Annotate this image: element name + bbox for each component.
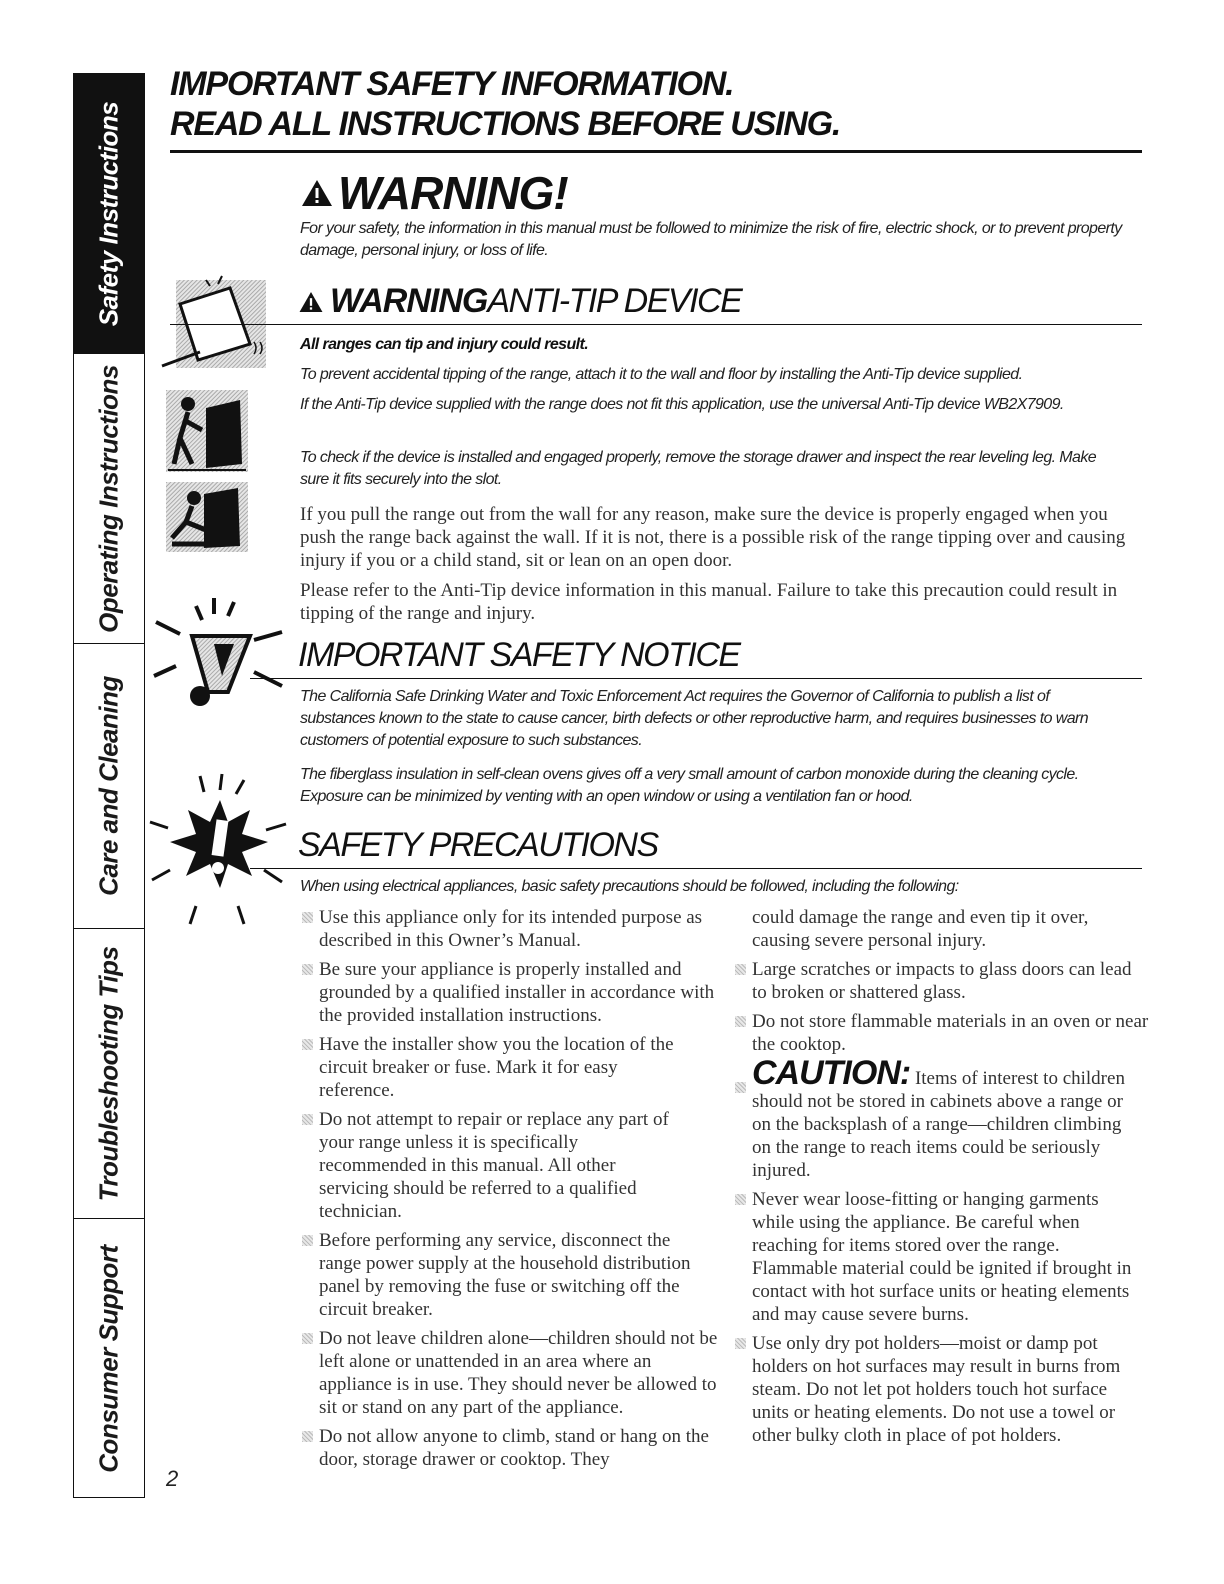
exclamation-caution-illustration [150, 590, 290, 720]
warning-triangle-icon [298, 290, 324, 314]
tab-troubleshooting-tips[interactable] [74, 929, 144, 1219]
list-item: Large scratches or impacts to glass doors can lead to broken or shattered glass. [733, 958, 1142, 1004]
list-item-continuation: could damage the range and even tip it over, causing severe personal injury. [752, 907, 1089, 951]
anti-tip-title-bold: WARNING [330, 282, 488, 320]
list-item: Before performing any service, disconnect the range power supply at the household distribution panel by removing the fuse or switching off the circuit breaker. [300, 1229, 699, 1321]
bullet-square-icon [302, 1333, 313, 1344]
tab-label: Care and Cleaning [93, 676, 124, 896]
tab-operating-instructions[interactable] [74, 354, 144, 644]
anti-tip-bold-line: All ranges can tip and injury could result. [300, 336, 589, 353]
caution-label: CAUTION: [752, 1054, 911, 1092]
warning-title: WARNING! [338, 167, 568, 219]
tab-label: Troubleshooting Tips [93, 946, 124, 1201]
notice-para-1: The California Safe Drinking Water and Toxic Enforcement Act requires the Governor of California to publish a list of substances known to the state to cause cancer, birth defects or other reproductive harm, and requires businesses to warn customers of potential exposure to such substances. [300, 688, 1089, 749]
list-item: Do not attempt to repair or replace any part of your range unless it is specifically recommended in this manual. All other servicing should be referred to a qualified technician. [300, 1108, 689, 1223]
tab-safety-instructions[interactable] [74, 74, 144, 354]
anti-tip-para-5: Please refer to the Anti-Tip device information in this manual. Failure to take this precaution could result in tipping of the range and injury. [300, 580, 1118, 624]
precautions-intro: When using electrical appliances, basic safety precautions should be followed, including the following: [300, 878, 959, 895]
page-number: 2 [166, 1466, 179, 1491]
bullet-square-icon [302, 912, 313, 923]
list-item: Be sure your appliance is properly installed and grounded by a qualified installer in accordance with the provided installation instructions. [300, 958, 720, 1027]
notice-rule [250, 678, 1142, 679]
warning-text: For your safety, the information in this manual must be followed to minimize the risk of fire, electric shock, or to prevent property damage, personal injury, or loss of life. [300, 220, 1122, 259]
warning-triangle-icon [300, 178, 334, 208]
bullet-square-icon [302, 964, 313, 975]
precautions-left-column [300, 906, 720, 1477]
anti-tip-heading [298, 282, 741, 321]
header-rule [170, 150, 1142, 153]
header-line-2: READ ALL INSTRUCTIONS BEFORE USING. [170, 105, 841, 143]
list-item: Never wear loose-fitting or hanging garments while using the appliance. Be careful when reaching for items stored over the range. Flammable material could be ignited if brought in contact with hot surface units or heating elements and may cause severe burns. [733, 1188, 1141, 1326]
header-line-1: IMPORTANT SAFETY INFORMATION. [170, 65, 734, 103]
precautions-rule [250, 868, 1142, 869]
anti-tip-para-1: To prevent accidental tipping of the range, attach it to the wall and floor by installing the Anti-Tip device supplied. [300, 366, 1023, 383]
list-item: Have the installer show you the location of the circuit breaker or fuse. Mark it for easy reference. [300, 1033, 679, 1102]
tab-label: Operating Instructions [93, 364, 124, 633]
bullet-square-icon [735, 1082, 746, 1093]
anti-tip-para-2: If the Anti-Tip device supplied with the range does not fit this application, use the universal Anti-Tip device WB2X7909. [300, 396, 1064, 413]
caution-item [733, 1054, 1141, 1182]
bullet-square-icon [302, 1039, 313, 1050]
anti-tip-title-rest: ANTI-TIP DEVICE [487, 282, 742, 320]
side-tab-bar [73, 73, 145, 1498]
bullet-square-icon [302, 1114, 313, 1125]
anti-tip-para-3: To check if the device is installed and engaged properly, remove the storage drawer and inspect the rear leveling leg. Make sure it fits securely into the slot. [300, 449, 1097, 488]
starburst-exclamation-illustration [148, 770, 288, 930]
precautions-title: SAFETY PRECAUTIONS [298, 826, 658, 864]
list-item: Do not store flammable materials in an oven or near the cooktop. [733, 1010, 1152, 1056]
child-climbing-door-illustration [166, 390, 248, 472]
anti-tip-para-4: If you pull the range out from the wall for any reason, make sure the device is properly engaged when you push the range back against the wall. If it is not, there is a possible risk of the range tipping over and causing injury if you or a child stand, sit or lean on an open door. [300, 504, 1126, 571]
list-item: Do not allow anyone to climb, stand or hang on the door, storage drawer or cooktop. They [300, 1425, 719, 1471]
notice-para-2: The fiberglass insulation in self-clean ovens gives off a very small amount of carbon monoxide during the cleaning cycle. Exposure can be minimized by venting with an open window or using a ventilation fan or hood. [300, 766, 1079, 805]
tab-label: Safety Instructions [93, 101, 124, 326]
caution-text: Items of interest to children should not be stored in cabinets above a range or on the backsplash of a range—children climbing on the range to reach items could be seriously injured. [752, 1068, 1125, 1181]
list-item: Do not leave children alone—children should not be left alone or unattended in an area where an appliance is in use. They should never be allowed to sit or stand on any part of the appliance. [300, 1327, 720, 1419]
notice-title: IMPORTANT SAFETY NOTICE [298, 636, 740, 674]
tab-label: Consumer Support [93, 1245, 124, 1473]
bullet-square-icon [302, 1431, 313, 1442]
anti-tip-rule [170, 324, 1142, 325]
warning-heading [300, 166, 568, 220]
bullet-square-icon [735, 1016, 746, 1027]
bullet-square-icon [735, 1338, 746, 1349]
tab-consumer-support[interactable] [74, 1219, 144, 1499]
tab-care-and-cleaning[interactable] [74, 644, 144, 929]
list-item: Use only dry pot holders—moist or damp pot holders on hot surfaces may result in burns from steam. Do not let pot holders touch hot surface units or heating elements. Do not use a towel or other bulky cloth in place of pot holders. [733, 1332, 1142, 1447]
bullet-square-icon [735, 964, 746, 975]
child-sitting-door-illustration [166, 482, 248, 552]
bullet-square-icon [302, 1235, 313, 1246]
precautions-right-column [733, 906, 1149, 1453]
bullet-square-icon [735, 1194, 746, 1205]
list-item: Use this appliance only for its intended purpose as described in this Owner’s Manual. [300, 906, 720, 952]
